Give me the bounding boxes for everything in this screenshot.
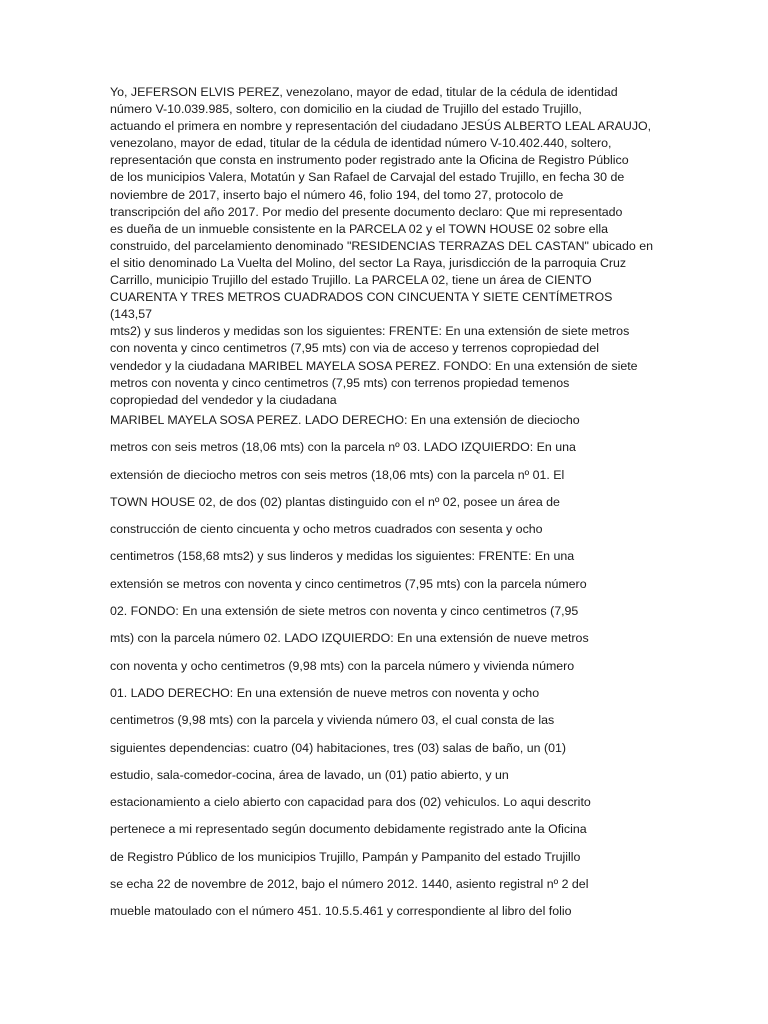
text-line: centimetros (9,98 mts) con la parcela y vivienda número 03, el cual consta de las bbox=[110, 713, 555, 728]
text-line: mts) con la parcela número 02. LADO IZQUIERDO: En una extensión de nueve metros bbox=[110, 631, 589, 646]
text-line: MARIBEL MAYELA SOSA PEREZ. LADO DERECHO: En una extensión de dieciocho bbox=[110, 413, 580, 427]
property-description-paragraph bbox=[110, 412, 655, 931]
text-line: con noventa y ocho centimetros (9,98 mts) con la parcela número y vivienda número bbox=[110, 658, 575, 673]
text-line: estacionamiento a cielo abierto con capacidad para dos (02) vehiculos. Lo aqui descrito bbox=[110, 795, 591, 810]
text-line: extensión se metros con noventa y cinco centimetros (7,95 mts) con la parcela número bbox=[110, 576, 587, 591]
text-line: centimetros (158,68 mts2) y sus linderos y medidas los siguientes: FRENTE: En una bbox=[110, 549, 575, 564]
text-line: extensión de dieciocho metros con seis metros (18,06 mts) con la parcela nº 01. El bbox=[110, 467, 565, 482]
text-line: 01. LADO DERECHO: En una extensión de nueve metros con noventa y ocho bbox=[110, 685, 540, 700]
declaration-paragraph: Yo, JEFERSON ELVIS PEREZ, venezolano, mayor de edad, titular de la cédula de identidad número V-10.039.985, soltero, con domicilio en la ciudad de Trujillo del estado Trujillo, actuando el primera en nombre y representación del ciudadano JESÚS ALBERTO LEAL ARAUJO, venezolano, mayor de edad, titular de la cédula de identidad número V-10.402.440, soltero, representación que consta en instrumento poder registrado ante la Oficina de Registro Público de los municipios Valera, Motatún y San Rafael de Carvajal del estado Trujillo, en fecha 30 de noviembre de 2017, inserto bajo el número 46, folio 194, del tomo 27, protocolo de transcripción del año 2017. Por medio del presente documento declaro: Que mi representado es dueña de un inmueble consistente en la PARCELA 02 y el TOWN HOUSE 02 sobre ella construido, del parcelamiento denominado "RESIDENCIAS TERRAZAS DEL CASTAN" ubicado en el sitio denominado La Vuelta del Molino, del sector La Raya, jurisdicción de la parroquia Cruz Carrillo, municipio Trujillo del estado Trujillo. La PARCELA 02, tiene un área de CIENTO CUARENTA Y TRES METROS CUADRADOS CON CINCUENTA Y SIETE CENTÍMETROS (143,57 mts2) y sus linderos y medidas son los siguientes: FRENTE: En una extensión de siete metros con noventa y cinco centimetros (7,95 mts) con via de acceso y terrenos copropiedad del vendedor y la ciudadana MARIBEL MAYELA SOSA PEREZ. FONDO: En una extensión de siete metros con noventa y cinco centimetros (7,95 mts) con terrenos propiedad temenos copropiedad del vendedor y la ciudadana bbox=[110, 85, 653, 407]
text-line: se echa 22 de novembre de 2012, bajo el número 2012. 1440, asiento registral nº 2 del bbox=[110, 877, 589, 892]
text-line: siguientes dependencias: cuatro (04) habitaciones, tres (03) salas de baño, un (01) bbox=[110, 740, 566, 755]
text-line: construcción de ciento cincuenta y ocho metros cuadrados con sesenta y ocho bbox=[110, 522, 543, 537]
text-line: 02. FONDO: En una extensión de siete metros con noventa y cinco centimetros (7,95 bbox=[110, 604, 579, 619]
text-line: estudio, sala-comedor-cocina, área de lavado, un (01) patio abierto, y un bbox=[110, 767, 509, 782]
text-line: mueble matoulado con el número 451. 10.5.5.461 y correspondiente al libro del folio bbox=[110, 904, 572, 919]
text-line: pertenece a mi representado según documento debidamente registrado ante la Oficina bbox=[110, 822, 587, 837]
text-line: metros con seis metros (18,06 mts) con la parcela nº 03. LADO IZQUIERDO: En una bbox=[110, 440, 576, 455]
text-line: TOWN HOUSE 02, de dos (02) plantas distinguido con el nº 02, posee un área de bbox=[110, 494, 560, 509]
text-line: de Registro Público de los municipios Trujillo, Pampán y Pampanito del estado Trujillo bbox=[110, 849, 581, 864]
